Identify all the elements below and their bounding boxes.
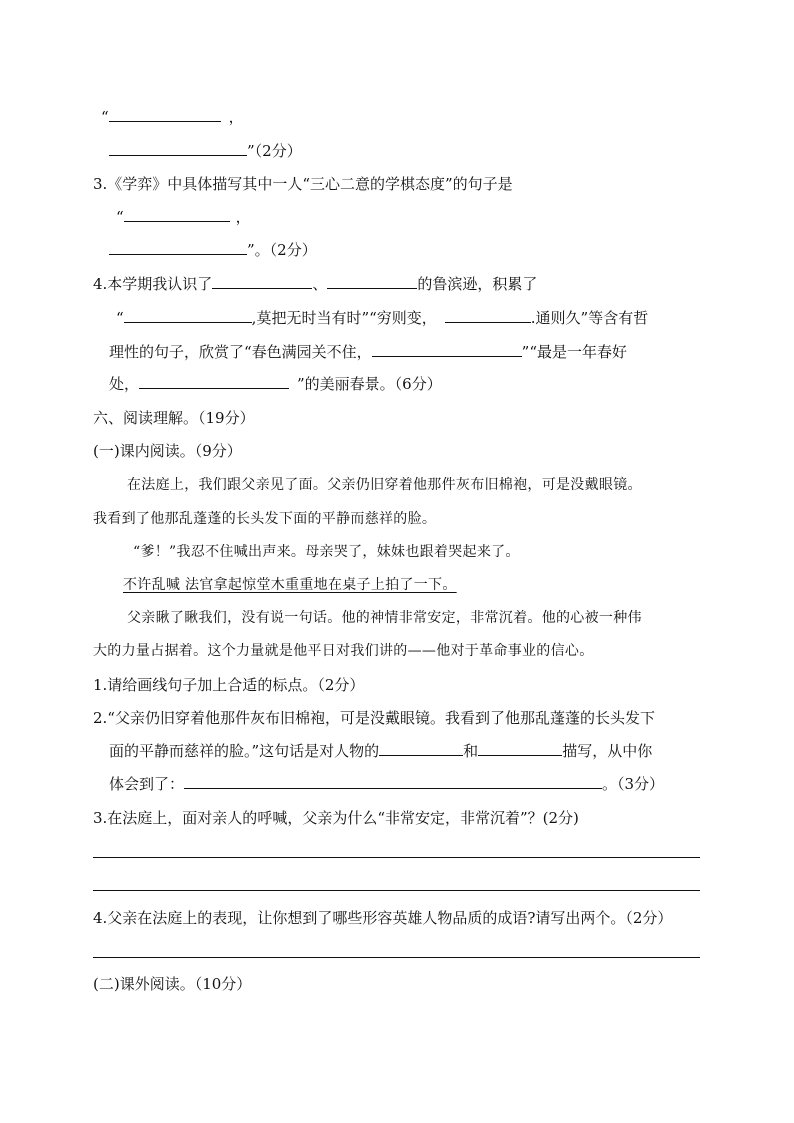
q3-answer-line-2 [109,240,317,260]
answer-blank[interactable] [139,374,289,389]
answer-blank[interactable] [379,741,463,756]
section-title: 六、阅读理解。（19分） [93,409,255,427]
question-2-line-3 [109,774,664,794]
text: 、 [312,275,328,293]
answer-blank[interactable] [109,107,221,122]
text: 。（3分） [602,775,665,793]
question-2-line-2 [109,741,652,761]
q2-answer-line-1 [101,107,244,127]
score-note: ”（2分） [247,142,302,160]
subsection-title: (二)课外阅读。（10分） [93,975,252,993]
q3-stem: 3.《学弈》中具体描写其中一人“三心二意的学棋态度”的句子是 [93,175,513,193]
text: 理性的句子，欣赏了“春色满园关不住， [109,343,372,361]
passage-line: 我看到了他那乱蓬蓬的长头发下面的平静而慈祥的脸。 [93,511,437,527]
open-quote: “ [101,108,109,126]
text: 的鲁滨逊，积累了 [417,275,538,293]
answer-blank[interactable] [124,308,252,323]
text: 面的平静而慈祥的脸。”这句话是对人物的 [109,742,380,760]
q4-line-1 [93,274,537,294]
answer-line[interactable] [93,857,700,858]
answer-blank[interactable] [109,141,247,156]
passage-line: “爹！”我忍不住喊出声来。母亲哭了，妹妹也跟着哭起来了。 [133,544,520,560]
text: ”“最是一年春好 [521,343,628,361]
question-2-line-1: 2.“父亲仍旧穿着他那件灰布旧棉袍，可是没戴眼镜。我看到了他那乱蓬蓬的长头发下 [93,709,655,727]
answer-blank[interactable] [372,342,522,357]
answer-line[interactable] [93,890,700,891]
comma: ， [228,108,244,126]
q4-line-3 [109,342,627,362]
text: “ [116,309,124,327]
text: 描写，从中你 [562,742,653,760]
text: .通则久”等含有哲 [530,309,649,327]
question-3: 3.在法庭上，面对亲人的呼喊，父亲为什么“非常安定，非常沉着”？(2分) [93,809,579,827]
answer-blank[interactable] [212,274,312,289]
underlined-sentence: 不许乱喊 法官拿起惊堂木重重地在桌子上拍了一下。 [123,577,457,593]
passage-line: 大的力量占据着。这个力量就是他平日对我们讲的——他对于革命事业的信心。 [93,643,594,659]
passage-line: 父亲瞅了瞅我们，没有说一句话。他的神情非常安定，非常沉着。他的心被一种伟 [127,610,642,626]
text: 体会到了： [109,775,185,793]
answer-blank[interactable] [124,207,230,222]
comma: ， [235,208,251,226]
text: ,莫把无时当有时”“穷则变， [251,309,437,327]
answer-blank[interactable] [109,240,247,255]
question-4: 4.父亲在法庭上的表现，让你想到了哪些形容英雄人物品质的成语?请写出两个。（2分） [93,909,673,927]
answer-blank[interactable] [327,274,417,289]
question-1: 1.请给画线句子加上合适的标点。（2分） [93,676,365,694]
text: 4.本学期我认识了 [93,275,213,293]
open-quote: “ [116,208,124,226]
answer-line[interactable] [93,957,700,958]
answer-blank[interactable] [184,774,602,789]
subsection-title: (一)课内阅读。（9分） [93,442,242,460]
answer-blank[interactable] [478,741,562,756]
q2-answer-line-2 [109,141,302,161]
text: 处， [109,375,140,393]
text: 和 [463,742,479,760]
score-note: ”。（2分） [247,241,317,259]
q4-line-2 [116,308,648,328]
answer-blank[interactable] [445,308,531,323]
text: ”的美丽春景。（6分） [297,375,442,393]
passage-line: 在法庭上，我们跟父亲见了面。父亲仍旧穿着他那件灰布旧棉袍，可是没戴眼镜。 [127,477,642,493]
q4-line-4 [109,374,442,394]
q3-answer-line-1 [116,207,251,227]
